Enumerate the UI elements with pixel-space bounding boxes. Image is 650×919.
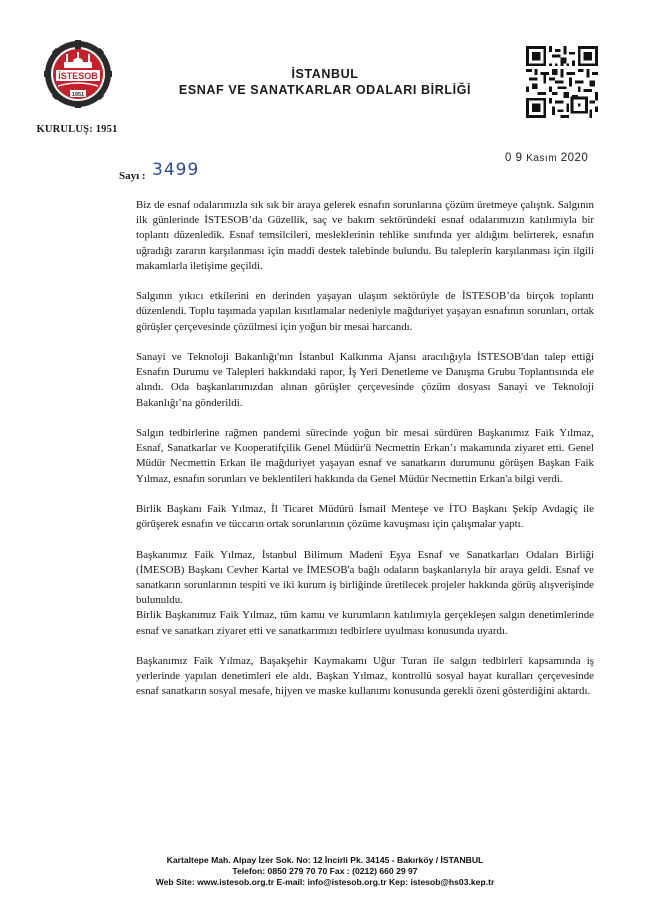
header-organization: ESNAF VE SANATKARLAR ODALARI BİRLİĞİ [178, 83, 472, 97]
paragraph: Salgının yıkıcı etkilerini en derinden yaşayan ulaşım sektörüyle de İSTESOB’da birçok toplantı düzenlendi. Toplu taşımada yapılan kısıtlamalar nedeniyle mağduriyet yaşayan esnafının sorunları, ortak görüşler çerçevesinde çözülmesi için yoğun bir mesai harcandı. [136, 290, 594, 333]
letter-body [136, 198, 594, 715]
footer-address: Kartaltepe Mah. Alpay İzer Sok. No: 12 İncirli Pk. 34145 - Bakırköy / İSTANBUL [166, 855, 484, 865]
paragraph: Birlik Başkanımız Faik Yılmaz, tüm kamu ve kurumların katılımıyla gerçekleşen salgın denetimlerinde esnaf ve sanatkarı ziyaret etti ve sanatkarımızı tedbirlere uyulması konusunda uyardı. [136, 609, 594, 637]
logo-year: 1951 [71, 91, 85, 98]
paragraph: Birlik Başkanı Faik Yılmaz, İl Ticaret Müdürü İsmail Menteşe ve İTO Başkanı Şekip Avdagiç ile görüşerek esnafın ve tüccarın ortak sorunlarının çözüme kavuşması için çalışmalar yaptı. [136, 503, 594, 531]
date-day: 0 9 [505, 152, 523, 164]
reference-number-handwritten: 3499 [152, 160, 200, 180]
footer-contact [100, 855, 550, 888]
qr-code-icon [526, 46, 598, 118]
logo-text: İSTESOB [58, 71, 98, 81]
paragraph: Başkanımız Faik Yılmaz, Başakşehir Kaymakamı Uğur Turan ile salgın tedbirleri kapsamında iş yerlerinde yapılan denetimleri ele aldı. Başkan Yılmaz, kontrollü sosyal hayat kuralları çerçevesinde esnaf sanatkarın sosyal mesafe, hijyen ve maske kullanımı konusunda gerekli özeni gösterdiğini aktardı. [136, 655, 594, 698]
reference-number-label: Sayı : [119, 170, 146, 182]
paragraph: Biz de esnaf odalarımızla sık sık bir araya gelerek esnafın sorunlarına çözüm üretmeye çalıştık. Salgının ilk günlerinde İSTESOB’da Güzellik, saç ve bakım sektöründeki esnaf odalarımızın katılımıyla bir toplantı düzenledik. Esnaf temsilcileri, mesleklerinin tehlike sınıfında yer aldığını belirterek, esnafın uğradığı zararın karşılanması için maddi destek talebinde bulundu. Bu taleplerin karşılanması için ilgili makamlarla iletişime geçildi. [136, 199, 594, 272]
footer-web: Web Site: www.istesob.org.tr E-mail: info@istesob.org.tr Kep: istesob@hs03.kep.tr [155, 877, 495, 887]
document-date [505, 152, 588, 164]
date-year: 2020 [560, 152, 589, 164]
footer-phone: Telefon: 0850 279 70 70 Fax : (0212) 660 29 97 [232, 866, 418, 876]
date-month: Kasım [526, 153, 558, 164]
paragraph: Salgın tedbirlerine rağmen pandemi sürecinde yoğun bir mesai sürdüren Başkanımız Faik Yılmaz, Esnaf, Sanatkarlar ve Kooperatifçilik Genel Müdür'ü Necmettin Erkan’ı makamında ziyaret etti. Genel Müdür Necmettin Erkan ile mağduriyet yaşayan esnaf ve sanatkarın durumunu görüşen Başkan Faik Yılmaz, esnafın sorunları ve beklentileri hakkında da Genel Müdür Necmettin Erkan'a bilgi verdi. [136, 427, 594, 485]
paragraph: Sanayi ve Teknoloji Bakanlığı'nın İstanbul Kalkınma Ajansı aracılığıyla İSTESOB'dan talep ettiği Esnafın Durumu ve Talepleri hakkındaki rapor, İş Yeri Denetleme ve Danışma Grubu Toplantısında ele alındı. Oda başkanlarımızdan alınan görüşler çerçevesinde çözüm dosyası Sanayi ve Teknoloji Bakanlığı’na gönderildi. [136, 351, 594, 409]
paragraph: Başkanımız Faik Yılmaz, İstanbul Bilimum Madeni Eşya Esnaf ve Sanatkarları Odaları Birliği (İMESOB) Başkanı Cevher Kartal ve İMESOB'a bağlı odaların başkanlarıyla bir araya geldi. Esnaf ve sanatkarın sorunlarının tespiti ve iki kurum iş birliğinde üretilecek projeler hakkında görüş alışverişinde bulunuldu. [136, 548, 594, 607]
founded-label: KURULUŞ: 1951 [36, 124, 118, 135]
header-city: İSTANBUL [291, 67, 359, 81]
